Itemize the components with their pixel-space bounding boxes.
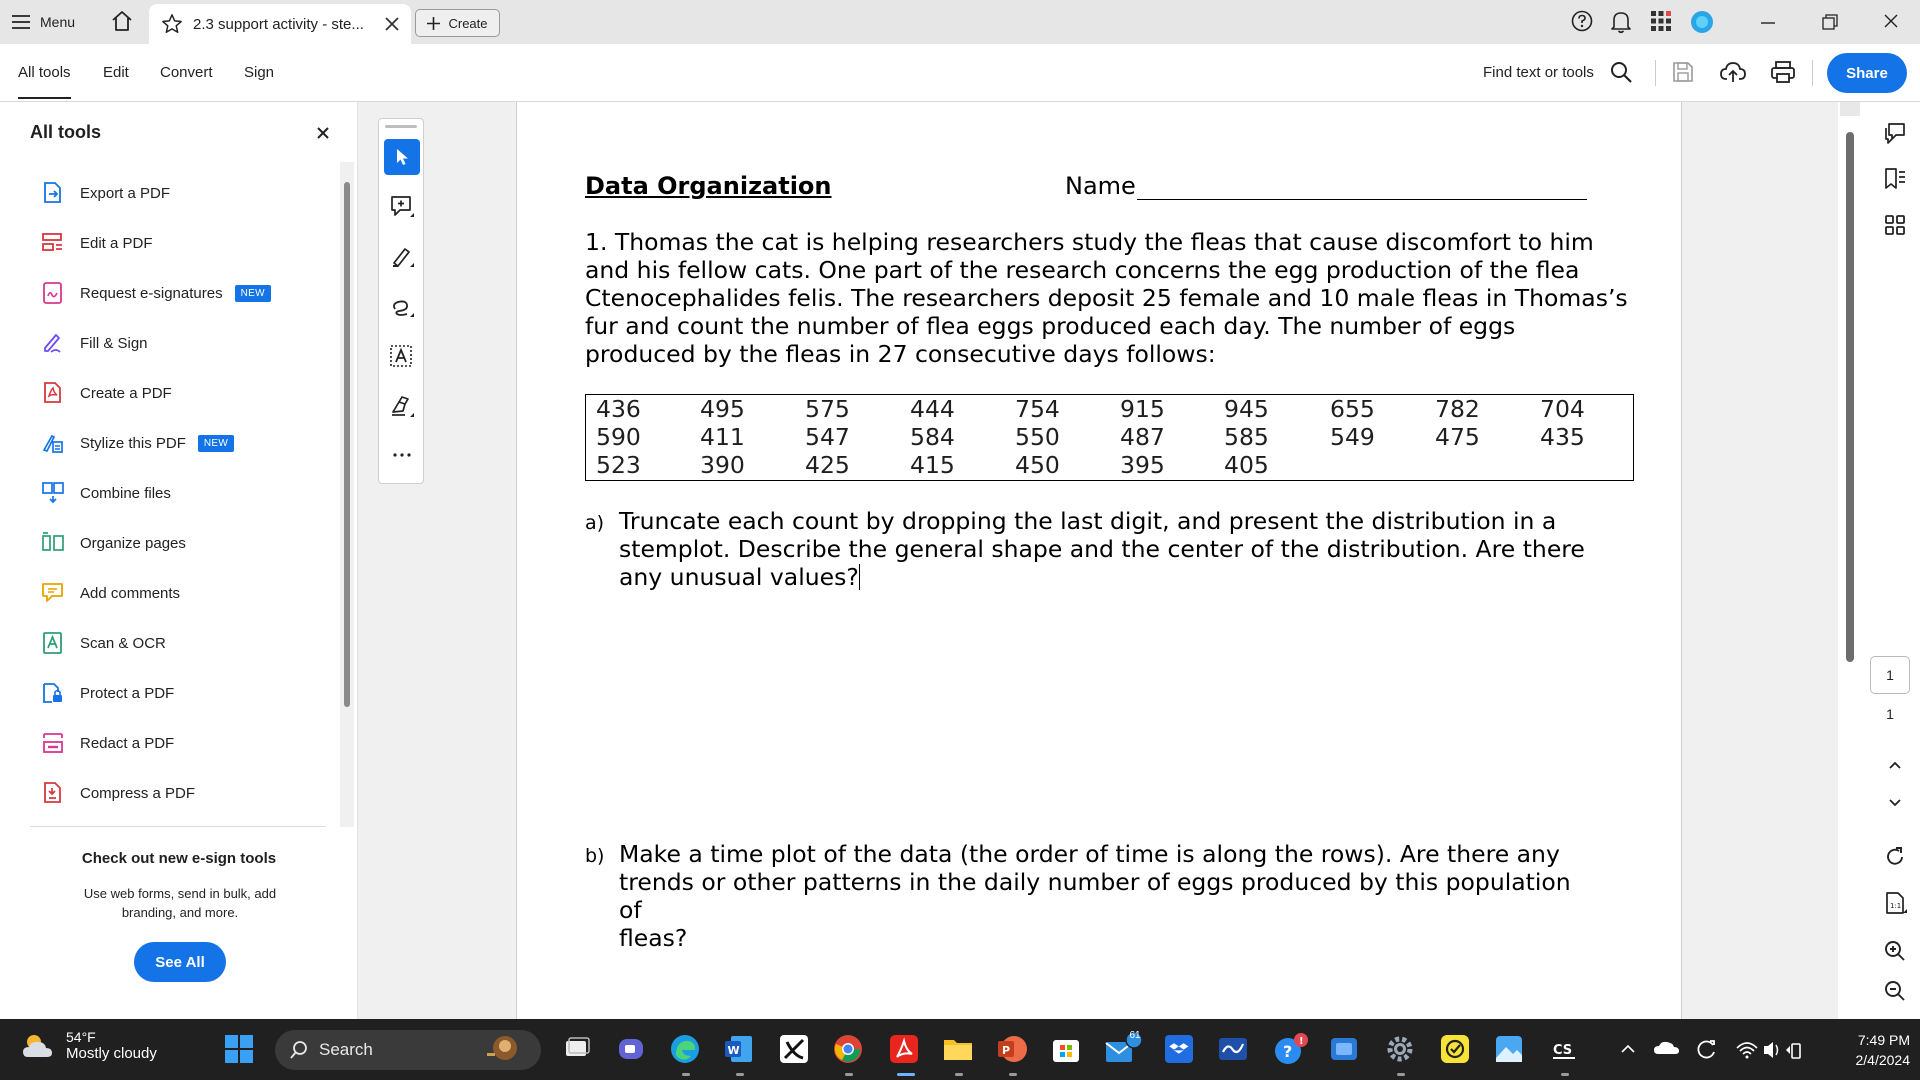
- clock-time: 7:49 PM: [1857, 1032, 1910, 1048]
- help-tips-icon[interactable]: [1273, 1032, 1307, 1066]
- table-cell: 782: [1435, 395, 1480, 423]
- select-cursor-tool[interactable]: [384, 139, 420, 175]
- star-icon[interactable]: [161, 13, 183, 35]
- file-explorer-icon[interactable]: [941, 1032, 975, 1066]
- svg-text:P: P: [1002, 1044, 1011, 1057]
- tab-sign[interactable]: Sign: [244, 64, 275, 81]
- draw-tool[interactable]: [384, 289, 420, 325]
- tool-item[interactable]: [40, 478, 171, 508]
- running-indicator: [955, 1073, 963, 1076]
- print-icon[interactable]: [1770, 60, 1796, 86]
- document-title: Data Organization: [585, 172, 832, 200]
- edge-browser-icon[interactable]: [668, 1032, 702, 1066]
- table-cell: 405: [1224, 451, 1269, 479]
- create-button[interactable]: [415, 9, 500, 37]
- system-clock[interactable]: [1820, 1030, 1910, 1070]
- menu-button[interactable]: [12, 10, 75, 34]
- question-b-line: Make a time plot of the data (the order of time is along the rows). Are there any: [619, 840, 1560, 868]
- name-label: Name: [1065, 172, 1136, 200]
- tool-item-label: Fill & Sign: [80, 334, 148, 352]
- export-pdf-icon: [40, 180, 66, 206]
- search-icon: [289, 1040, 309, 1060]
- running-indicator: [1397, 1073, 1405, 1076]
- restore-icon[interactable]: [1814, 8, 1844, 36]
- all-tools-panel: [0, 102, 358, 1019]
- next-page-icon[interactable]: [1882, 790, 1908, 816]
- table-cell: 475: [1435, 423, 1480, 451]
- panel-divider: [30, 826, 326, 827]
- tool-item-label: Request e-signatures: [80, 284, 223, 302]
- document-viewport[interactable]: [358, 102, 1838, 1019]
- weather-widget[interactable]: [20, 1029, 157, 1062]
- promo-text: Use web forms, send in bulk, add branding, and more.: [83, 886, 277, 920]
- minimize-icon[interactable]: [1753, 8, 1783, 36]
- problem-line: fur and count the number of flea eggs produced each day. The number of eggs: [585, 312, 1516, 340]
- more-tools[interactable]: [384, 437, 420, 473]
- running-indicator: [845, 1073, 853, 1076]
- close-window-icon[interactable]: [1876, 8, 1906, 36]
- help-icon[interactable]: [1571, 10, 1595, 34]
- tool-item-label: Add comments: [80, 584, 181, 602]
- table-cell: 444: [910, 395, 955, 423]
- table-cell: 495: [700, 395, 745, 423]
- text-cursor: [859, 564, 861, 590]
- desmos-icon[interactable]: [777, 1032, 811, 1066]
- tool-item-label: Redact a PDF: [80, 734, 175, 752]
- check-app-icon[interactable]: [1438, 1032, 1472, 1066]
- powerpoint-icon[interactable]: [995, 1032, 1029, 1066]
- table-cell: 395: [1120, 451, 1165, 479]
- table-cell: 915: [1120, 395, 1165, 423]
- cloudy-weather-icon: [20, 1031, 56, 1061]
- weather-desc: Mostly cloudy: [66, 1045, 157, 1062]
- question-b-line: fleas?: [619, 924, 688, 952]
- table-cell: 435: [1540, 423, 1585, 451]
- search-label: Search: [319, 1040, 373, 1059]
- comment-plus-icon: [389, 194, 415, 220]
- tool-item-label: Compress a PDF: [80, 784, 196, 802]
- running-indicator: [1009, 1073, 1017, 1076]
- tool-item[interactable]: [40, 328, 148, 358]
- request-esign-icon: [40, 280, 66, 306]
- tool-item[interactable]: [40, 428, 234, 458]
- zoom-out-icon[interactable]: [1882, 978, 1908, 1004]
- right-rail: [1838, 102, 1920, 1019]
- question-a: [585, 507, 1585, 591]
- settings-gear-icon[interactable]: [1383, 1032, 1417, 1066]
- problem-line: and his fellow cats. One part of the research concerns the egg production of the flea: [585, 256, 1580, 284]
- data-table: [585, 394, 1634, 481]
- document-tab[interactable]: [149, 4, 411, 44]
- toolbar-divider: [1655, 60, 1656, 86]
- toolbar-divider-2: [1812, 60, 1813, 86]
- svg-text:1:1: 1:1: [1890, 902, 1902, 910]
- compress-pdf-icon: [40, 780, 66, 806]
- cs-app-icon[interactable]: [1547, 1032, 1581, 1066]
- windows-start-icon[interactable]: [222, 1032, 256, 1066]
- tab-title: 2.3 support activity - ste...: [193, 15, 364, 33]
- tool-item-label: Stylize this PDF: [80, 434, 186, 452]
- sign-tool[interactable]: [384, 389, 420, 425]
- drag-handle[interactable]: [385, 125, 417, 128]
- word-icon[interactable]: [722, 1032, 756, 1066]
- microsoft-store-icon[interactable]: [1049, 1032, 1083, 1066]
- question-b: [585, 840, 1585, 952]
- upload-cloud-icon[interactable]: [1720, 60, 1746, 86]
- question-b-line: trends or other patterns in the daily number of eggs produced by this population of: [619, 868, 1571, 924]
- tab-all-tools[interactable]: All tools: [18, 64, 71, 81]
- tool-item[interactable]: [40, 528, 186, 558]
- fill-sign-icon: [40, 330, 66, 356]
- redact-pdf-icon: [40, 730, 66, 756]
- share-button[interactable]: Share: [1827, 53, 1907, 93]
- table-cell: 523: [596, 451, 641, 479]
- running-indicator: [1561, 1073, 1569, 1076]
- tab-convert[interactable]: Convert: [160, 64, 213, 81]
- create-pdf-icon: [40, 380, 66, 406]
- table-cell: 704: [1540, 395, 1585, 423]
- more-dots-icon: [392, 452, 412, 458]
- svg-text:?: ?: [1283, 1042, 1293, 1061]
- table-cell: 436: [596, 395, 641, 423]
- apps-grid-icon[interactable]: [1650, 10, 1674, 34]
- organize-pages-icon: [40, 530, 66, 556]
- scroll-up-arrow[interactable]: [1840, 102, 1860, 116]
- previous-page-icon[interactable]: [1882, 752, 1908, 778]
- question-a-line: Truncate each count by dropping the last digit, and present the distribution in a: [619, 507, 1557, 535]
- chrome-icon[interactable]: [831, 1032, 865, 1066]
- thumbnails-icon[interactable]: [1882, 212, 1908, 238]
- tool-item-label: Create a PDF: [80, 384, 172, 402]
- new-badge: NEW: [235, 285, 271, 302]
- cursor-arrow-icon: [393, 147, 411, 167]
- tool-item[interactable]: [40, 628, 166, 658]
- pen-sign-icon: [389, 394, 415, 420]
- system-tray-icons[interactable]: [1734, 1032, 1814, 1066]
- menu-label: Menu: [40, 14, 76, 30]
- main-toolbar: [0, 44, 1920, 102]
- tool-item-label: Edit a PDF: [80, 234, 153, 252]
- tool-item[interactable]: [40, 378, 172, 408]
- hamburger-icon: [12, 15, 30, 29]
- freehand-draw-icon: [389, 294, 415, 320]
- mail-icon[interactable]: [1103, 1030, 1141, 1066]
- photos-icon[interactable]: [1492, 1032, 1526, 1066]
- active-indicator: [897, 1073, 915, 1076]
- document-scrollbar[interactable]: [1846, 132, 1854, 662]
- sync-icon[interactable]: [1692, 1032, 1722, 1066]
- table-cell: 655: [1330, 395, 1375, 423]
- bookmarks-icon[interactable]: [1882, 166, 1908, 192]
- svg-text:CS: CS: [1553, 1043, 1573, 1058]
- table-cell: 549: [1330, 423, 1375, 451]
- tool-item-label: Combine files: [80, 484, 171, 502]
- highlight-tool[interactable]: [384, 239, 420, 275]
- table-cell: 550: [1015, 423, 1060, 451]
- tool-item-label: Organize pages: [80, 534, 186, 552]
- fit-page-icon[interactable]: [1882, 890, 1908, 916]
- table-cell: 585: [1224, 423, 1269, 451]
- windows-taskbar: [0, 1019, 1920, 1080]
- total-pages: 1: [1886, 706, 1894, 722]
- scan-ocr-icon: [40, 630, 66, 656]
- tool-item[interactable]: [40, 178, 170, 208]
- mail-badge-count: 61: [1129, 1030, 1141, 1041]
- table-cell: 415: [910, 451, 955, 479]
- tool-item-label: Protect a PDF: [80, 684, 175, 702]
- edit-pdf-icon: [40, 230, 66, 256]
- svg-text:W: W: [727, 1044, 740, 1057]
- add-comments-icon: [40, 580, 66, 606]
- tool-item-label: Export a PDF: [80, 184, 171, 202]
- tool-item[interactable]: [40, 578, 180, 608]
- tool-item[interactable]: [40, 728, 174, 758]
- table-cell: 411: [700, 423, 745, 451]
- home-icon[interactable]: [110, 10, 136, 34]
- table-cell: 584: [910, 423, 955, 451]
- task-view-icon[interactable]: [560, 1032, 594, 1066]
- name-underline: [1137, 199, 1587, 200]
- rotate-icon[interactable]: [1882, 844, 1908, 870]
- table-cell: 754: [1015, 395, 1060, 423]
- search-highlight-icon: [475, 1033, 527, 1067]
- question-a-line: any unusual values?: [619, 563, 859, 591]
- show-hidden-icons-chevron[interactable]: [1618, 1032, 1638, 1066]
- table-cell: 547: [805, 423, 850, 451]
- problem-line: Ctenocephalides felis. The researchers deposit 25 female and 10 male fleas in Thomas’s: [585, 284, 1628, 312]
- see-all-button[interactable]: See All: [134, 942, 226, 982]
- running-indicator: [682, 1073, 690, 1076]
- problem-line: produced by the fleas in 27 consecutive days follows:: [585, 340, 1216, 368]
- protect-pdf-icon: [40, 680, 66, 706]
- teams-meeting-icon[interactable]: [1327, 1032, 1361, 1066]
- clock-date: 2/4/2024: [1855, 1052, 1910, 1068]
- tool-item[interactable]: [40, 278, 271, 308]
- combine-files-icon: [40, 480, 66, 506]
- notification-bell-icon[interactable]: [1610, 10, 1634, 34]
- text-box-icon: [389, 344, 415, 370]
- svg-text:!: !: [1299, 1036, 1304, 1047]
- table-cell: 575: [805, 395, 850, 423]
- title-bar: [0, 0, 1920, 44]
- tab-edit[interactable]: Edit: [103, 64, 129, 81]
- pdf-page[interactable]: [516, 102, 1682, 1019]
- current-page-input[interactable]: 1: [1870, 656, 1910, 694]
- close-panel-icon[interactable]: [316, 126, 330, 140]
- taskbar-search[interactable]: [275, 1030, 541, 1070]
- table-cell: 945: [1224, 395, 1269, 423]
- tool-item[interactable]: [40, 778, 195, 808]
- table-cell: 390: [700, 451, 745, 479]
- table-cell: 425: [805, 451, 850, 479]
- text-box-tool[interactable]: [384, 339, 420, 375]
- close-tab-icon[interactable]: [385, 17, 399, 31]
- comments-icon[interactable]: [1882, 120, 1908, 146]
- question-b-label: b): [585, 845, 605, 867]
- acrobat-icon[interactable]: [887, 1032, 921, 1066]
- dropbox-icon[interactable]: [1162, 1032, 1196, 1066]
- problem-line: 1. Thomas the cat is helping researchers study the fleas that cause discomfort to him: [585, 228, 1594, 256]
- promo-title: Check out new e-sign tools: [81, 850, 277, 867]
- question-a-label: a): [585, 512, 605, 534]
- add-comment-tool[interactable]: [384, 189, 420, 225]
- running-indicator: [736, 1073, 744, 1076]
- tool-item[interactable]: [40, 678, 174, 708]
- tool-item-label: Scan & OCR: [80, 634, 166, 652]
- teams-chat-icon[interactable]: [614, 1032, 648, 1066]
- problem-text: [585, 228, 1645, 368]
- search-icon[interactable]: [1609, 60, 1635, 86]
- question-a-line: stemplot. Describe the general shape and the center of the distribution. Are there: [619, 535, 1585, 563]
- new-badge: NEW: [198, 435, 234, 452]
- table-cell: 590: [596, 423, 641, 451]
- graph-app-icon[interactable]: [1216, 1032, 1250, 1066]
- create-label: Create: [448, 15, 488, 31]
- table-cell: 487: [1120, 423, 1165, 451]
- save-icon[interactable]: [1671, 60, 1697, 86]
- onedrive-cloud-icon[interactable]: [1652, 1032, 1682, 1066]
- panel-scrollbar[interactable]: [344, 182, 350, 707]
- profile-avatar[interactable]: [1690, 10, 1714, 34]
- quick-tools-strip: [378, 118, 424, 484]
- panel-title: All tools: [30, 122, 101, 142]
- zoom-in-icon[interactable]: [1882, 938, 1908, 964]
- find-text-or-tools[interactable]: Find text or tools: [1483, 64, 1594, 81]
- table-cell: 450: [1015, 451, 1060, 479]
- highlighter-pen-icon: [389, 244, 415, 270]
- weather-temp: 54°F: [66, 1029, 96, 1045]
- stylize-pdf-icon: [40, 430, 66, 456]
- plus-icon: [427, 17, 440, 30]
- tool-item[interactable]: [40, 228, 153, 258]
